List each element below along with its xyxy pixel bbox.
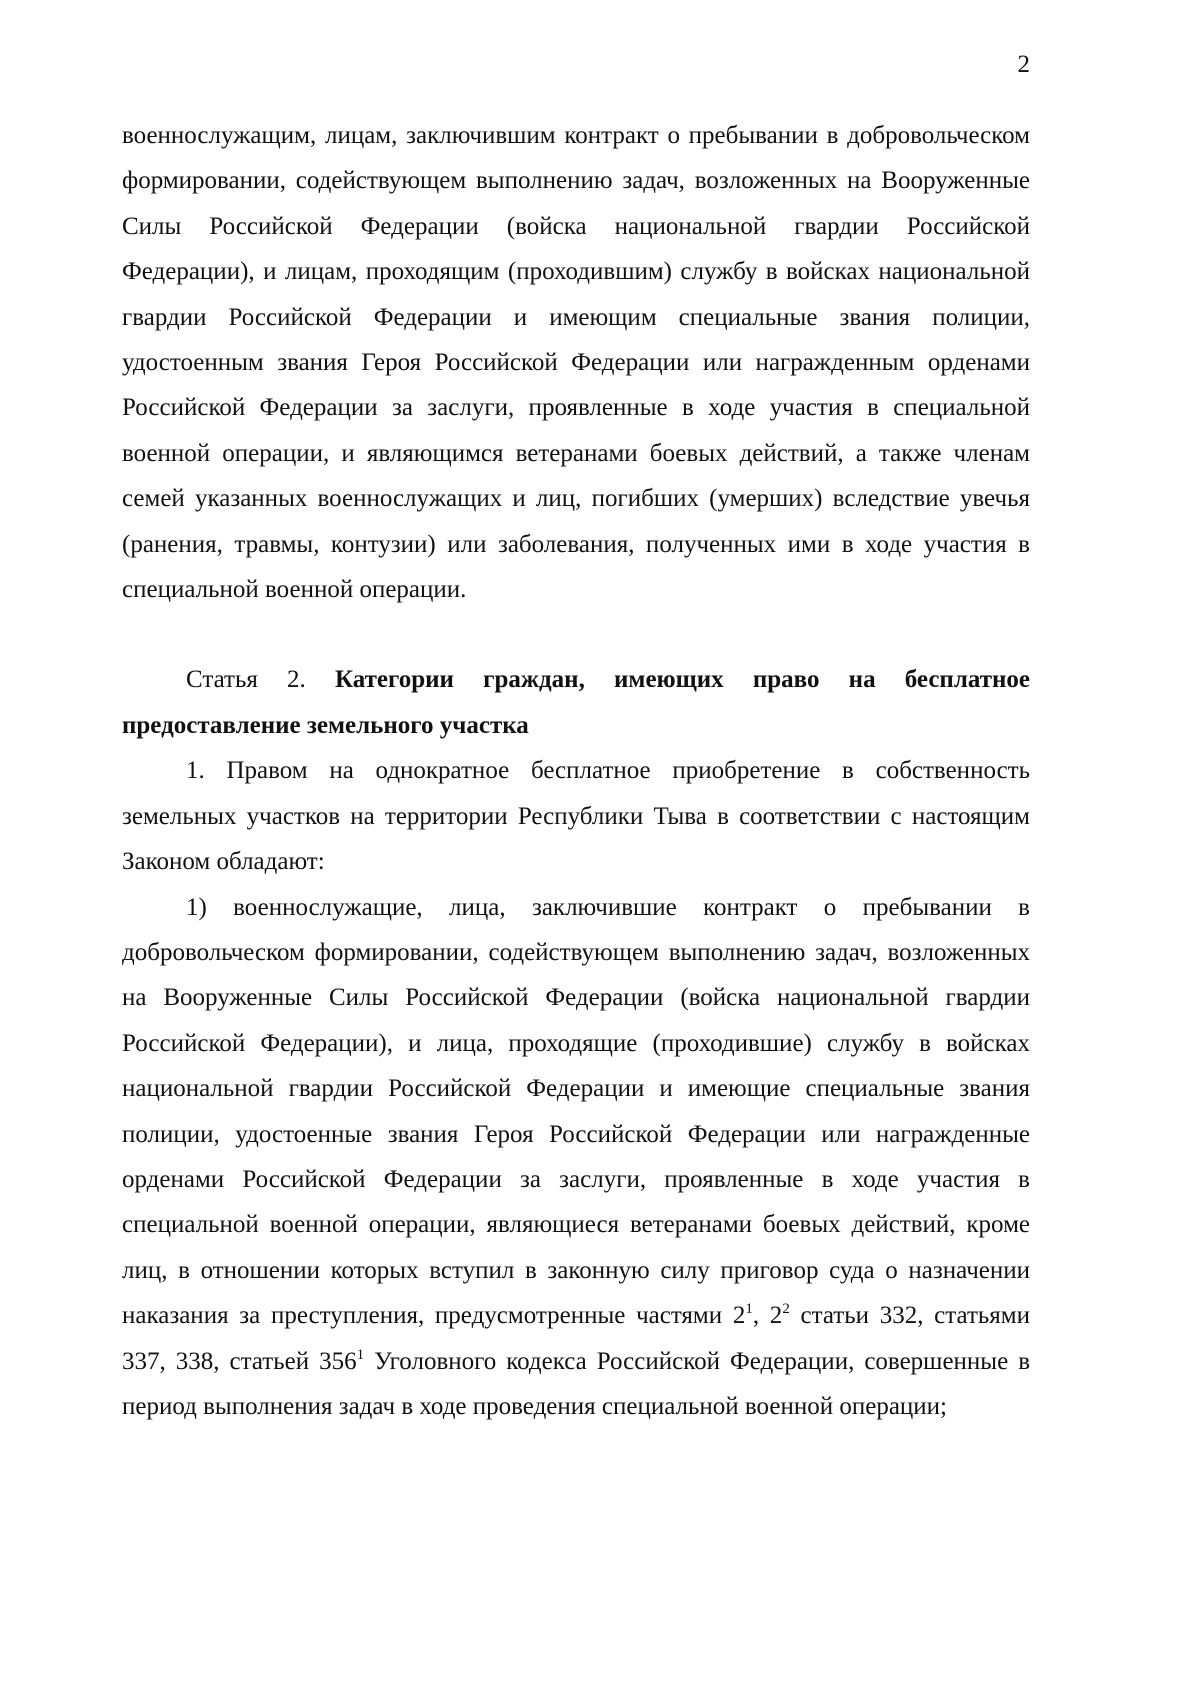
clause-1: 1. Правом на однократное бесплатное приобретение в собственность земельных участков на территории Республики Тыва в соответствии с настоящим Законом обладают: — [122, 757, 1030, 876]
article-title: Категории граждан, имеющих право на бесплатное предоставление земельного участка — [122, 666, 1030, 739]
document-body — [122, 113, 1030, 1429]
superscript: 1 — [356, 1346, 365, 1363]
item-1 — [122, 885, 1030, 1430]
page-number: 2 — [1017, 51, 1030, 78]
article-label: Статья 2. — [186, 666, 306, 694]
superscript: 2 — [782, 1301, 790, 1318]
item-1-separator: , 2 — [752, 1302, 783, 1330]
item-1-text-c: Уголовного кодекса Российской Федерации, совершенные в период выполнения задач в ходе проведения специальной военной операции; — [122, 1347, 1031, 1420]
intro-paragraph: военнослужащим, лицам, заключившим контракт о пребывании в добровольческом формировании, содействующем выполнению задач, возложенных на Вооруженные Силы Российской Федерации (войска национальной гвардии Российской Федерации), и лицам, проходящим (проходившим) службу в войсках национальной гвардии Российской Федерации и имеющим специальные звания полиции, удостоенным звания Героя Российской Федерации или награжденным орденами Российской Федерации за заслуги, проявленные в ходе участия в специальной военной операции, и являющимся ветеранами боевых действий, а также членам семей указанных военнослужащих и лиц, погибших (умерших) вследствие увечья (ранения, травмы, контузии) или заболевания, полученных ими в ходе участия в специальной военной операции. — [122, 122, 1030, 604]
article-heading — [122, 657, 1030, 748]
item-1-text-a: 1) военнослужащие, лица, заключившие контракт о пребывании в добровольческом формировании, содействующем выполнению задач, возложенных на Вооруженные Силы Российской Федерации (войска национальной гвардии Российской Федерации), и лица, проходящие (проходившие) службу в войсках национальной гвардии Российской Федерации и имеющие специальные звания полиции, удостоенные звания Героя Российской Федерации или награжденные орденами Российской Федерации за заслуги, проявленные в ходе участия в специальной военной операции, являющиеся ветеранами боевых действий, кроме лиц, в отношении которых вступил в законную силу приговор суда о назначении наказания за преступления, предусмотренные частями 2 — [122, 893, 1030, 1330]
superscript: 1 — [745, 1301, 753, 1318]
item-1-text-b: статьи 332, статьями 337, 338, статьей 356 — [122, 1302, 1030, 1375]
